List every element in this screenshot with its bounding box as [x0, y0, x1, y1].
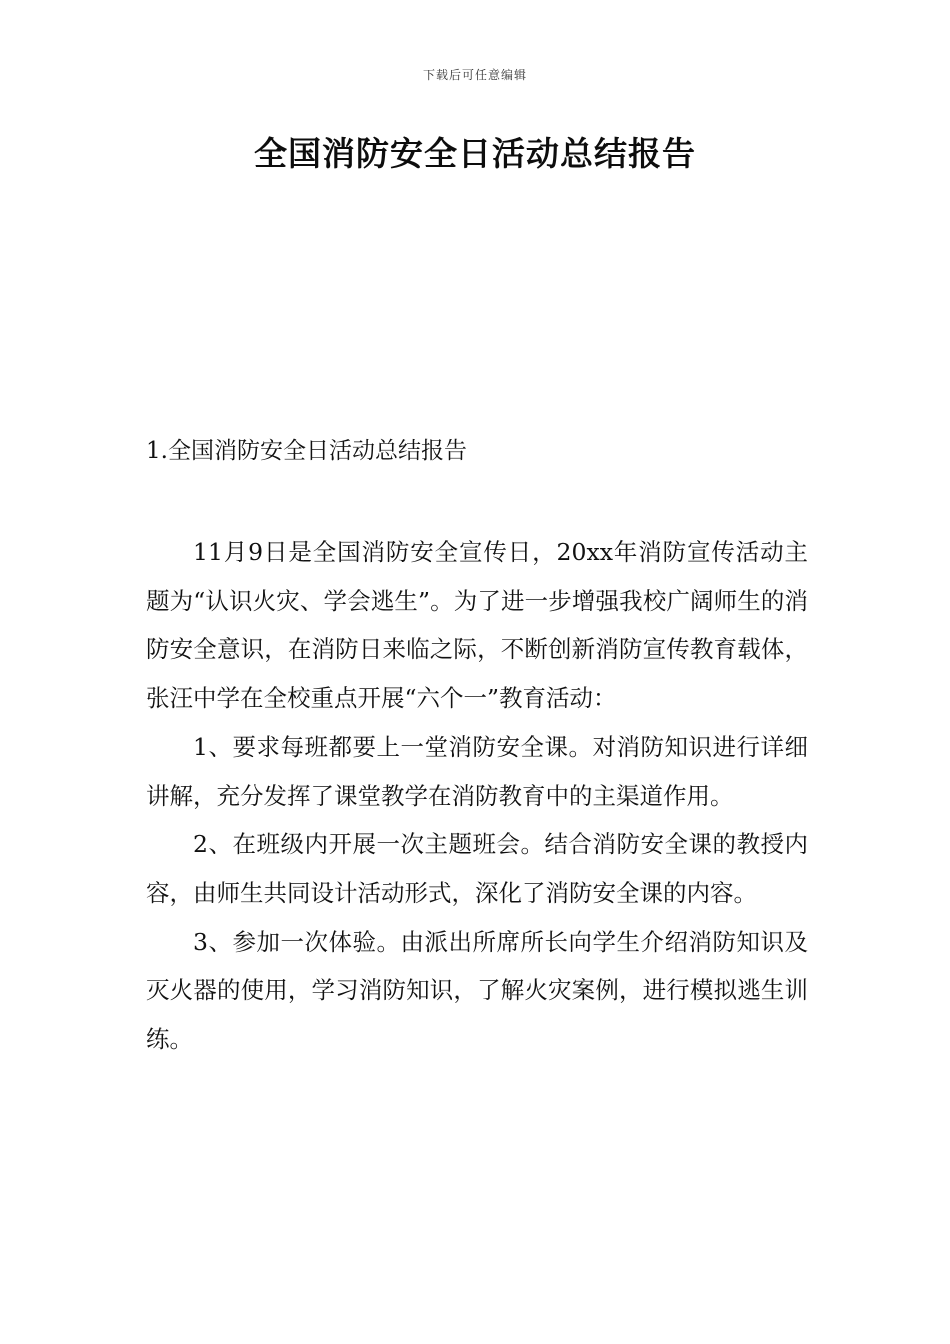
document-title: 全国消防安全日活动总结报告: [254, 134, 696, 173]
paragraph-item-2: 2、在班级内开展一次主题班会。结合消防安全课的教授内容，由师生共同设计活动形式，深化了消防安全课的内容。: [146, 830, 808, 907]
paragraph-item-1: 1、要求每班都要上一堂消防安全课。对消防知识进行详细讲解，充分发挥了课堂教学在消防教育中的主渠道作用。: [146, 732, 808, 810]
section-heading: 1.全国消防安全日活动总结报告: [146, 438, 467, 464]
document-body: [146, 528, 808, 1064]
paragraph-item-3: 3、参加一次体验。由派出所席所长向学生介绍消防知识及灭火器的使用，学习消防知识，了解火灾案例，进行模拟逃生训练。: [146, 927, 808, 1054]
paragraph-intro: 11月9日是全国消防安全宣传日，20xx年消防宣传活动主题为“认识火灾、学会逃生”。为了进一步增强我校广阔师生的消防安全意识，在消防日来临之际，不断创新消防宣传教育载体，张汪中学在全校重点开展“六个一”教育活动：: [146, 538, 808, 713]
page-header-note: 下载后可任意编辑: [422, 68, 527, 82]
